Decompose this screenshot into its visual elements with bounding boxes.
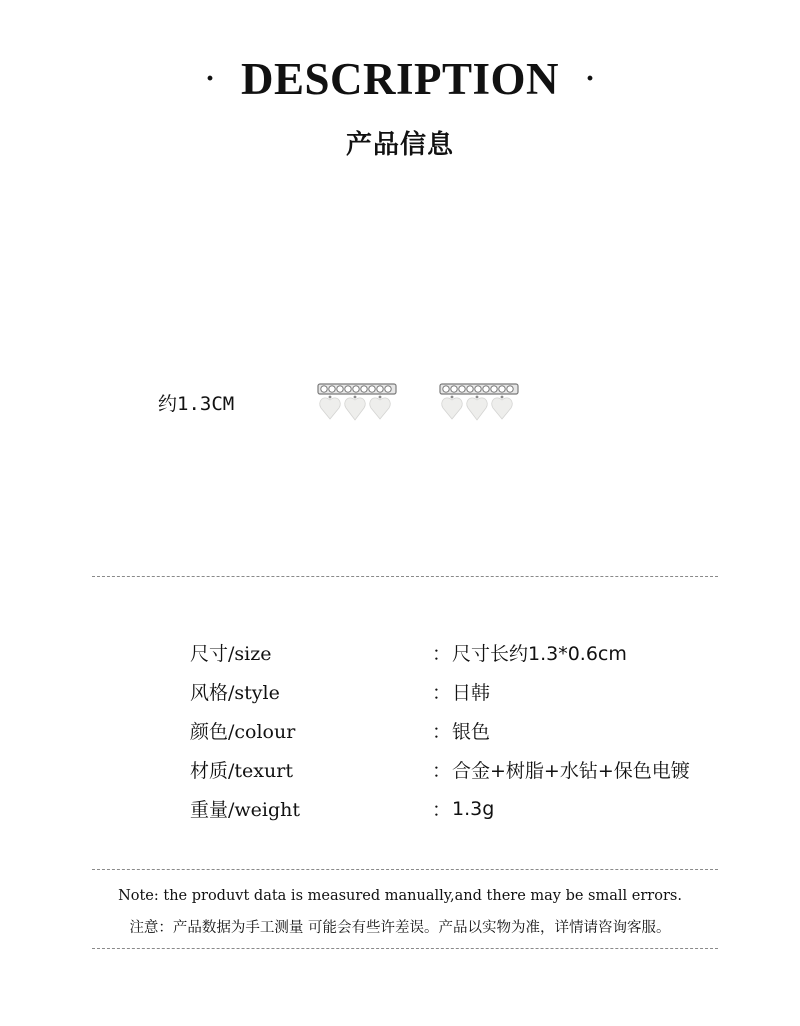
spec-separator: ：	[432, 682, 452, 704]
spec-separator: ：	[432, 721, 452, 743]
spec-separator: ：	[432, 760, 452, 782]
divider-top	[92, 576, 718, 577]
title-dot-right: ·	[585, 62, 596, 95]
earring-image-left	[315, 380, 401, 426]
spec-row-colour	[190, 711, 710, 750]
spec-row-material	[190, 750, 710, 789]
spec-row-size	[190, 633, 710, 672]
spec-label: 尺寸/size	[190, 643, 272, 665]
header	[0, 54, 800, 161]
spec-row-weight	[190, 789, 710, 828]
spec-value: 日韩	[452, 682, 491, 704]
spec-label: 颜色/colour	[190, 721, 296, 743]
spec-value: 尺寸长约1.3*0.6cm	[452, 643, 627, 665]
spec-value: 银色	[452, 721, 491, 743]
earring-image-right	[437, 380, 523, 426]
size-note: 约1.3CM	[158, 393, 235, 415]
spec-value: 合金+树脂+水钻+保色电镀	[452, 760, 690, 782]
title-row	[0, 54, 800, 104]
spec-separator: ：	[432, 643, 452, 665]
spec-label: 风格/style	[190, 682, 280, 704]
note-chinese: 注意：产品数据为手工测量 可能会有些许差误。产品以实物为准，详情请咨询客服。	[129, 920, 671, 936]
spec-label: 材质/texurt	[190, 760, 293, 782]
page-title: DESCRIPTION	[240, 54, 560, 104]
spec-row-style	[190, 672, 710, 711]
title-dot-left: ·	[204, 62, 215, 95]
note-english: Note: the produvt data is measured manually,and there may be small errors.	[118, 888, 682, 904]
divider-middle	[92, 869, 718, 870]
page-subtitle: 产品信息	[345, 130, 454, 160]
spec-separator: ：	[432, 799, 452, 821]
spec-label: 重量/weight	[190, 799, 301, 821]
divider-bottom	[92, 948, 718, 949]
spec-value: 1.3g	[452, 797, 495, 820]
spec-table	[190, 633, 710, 828]
